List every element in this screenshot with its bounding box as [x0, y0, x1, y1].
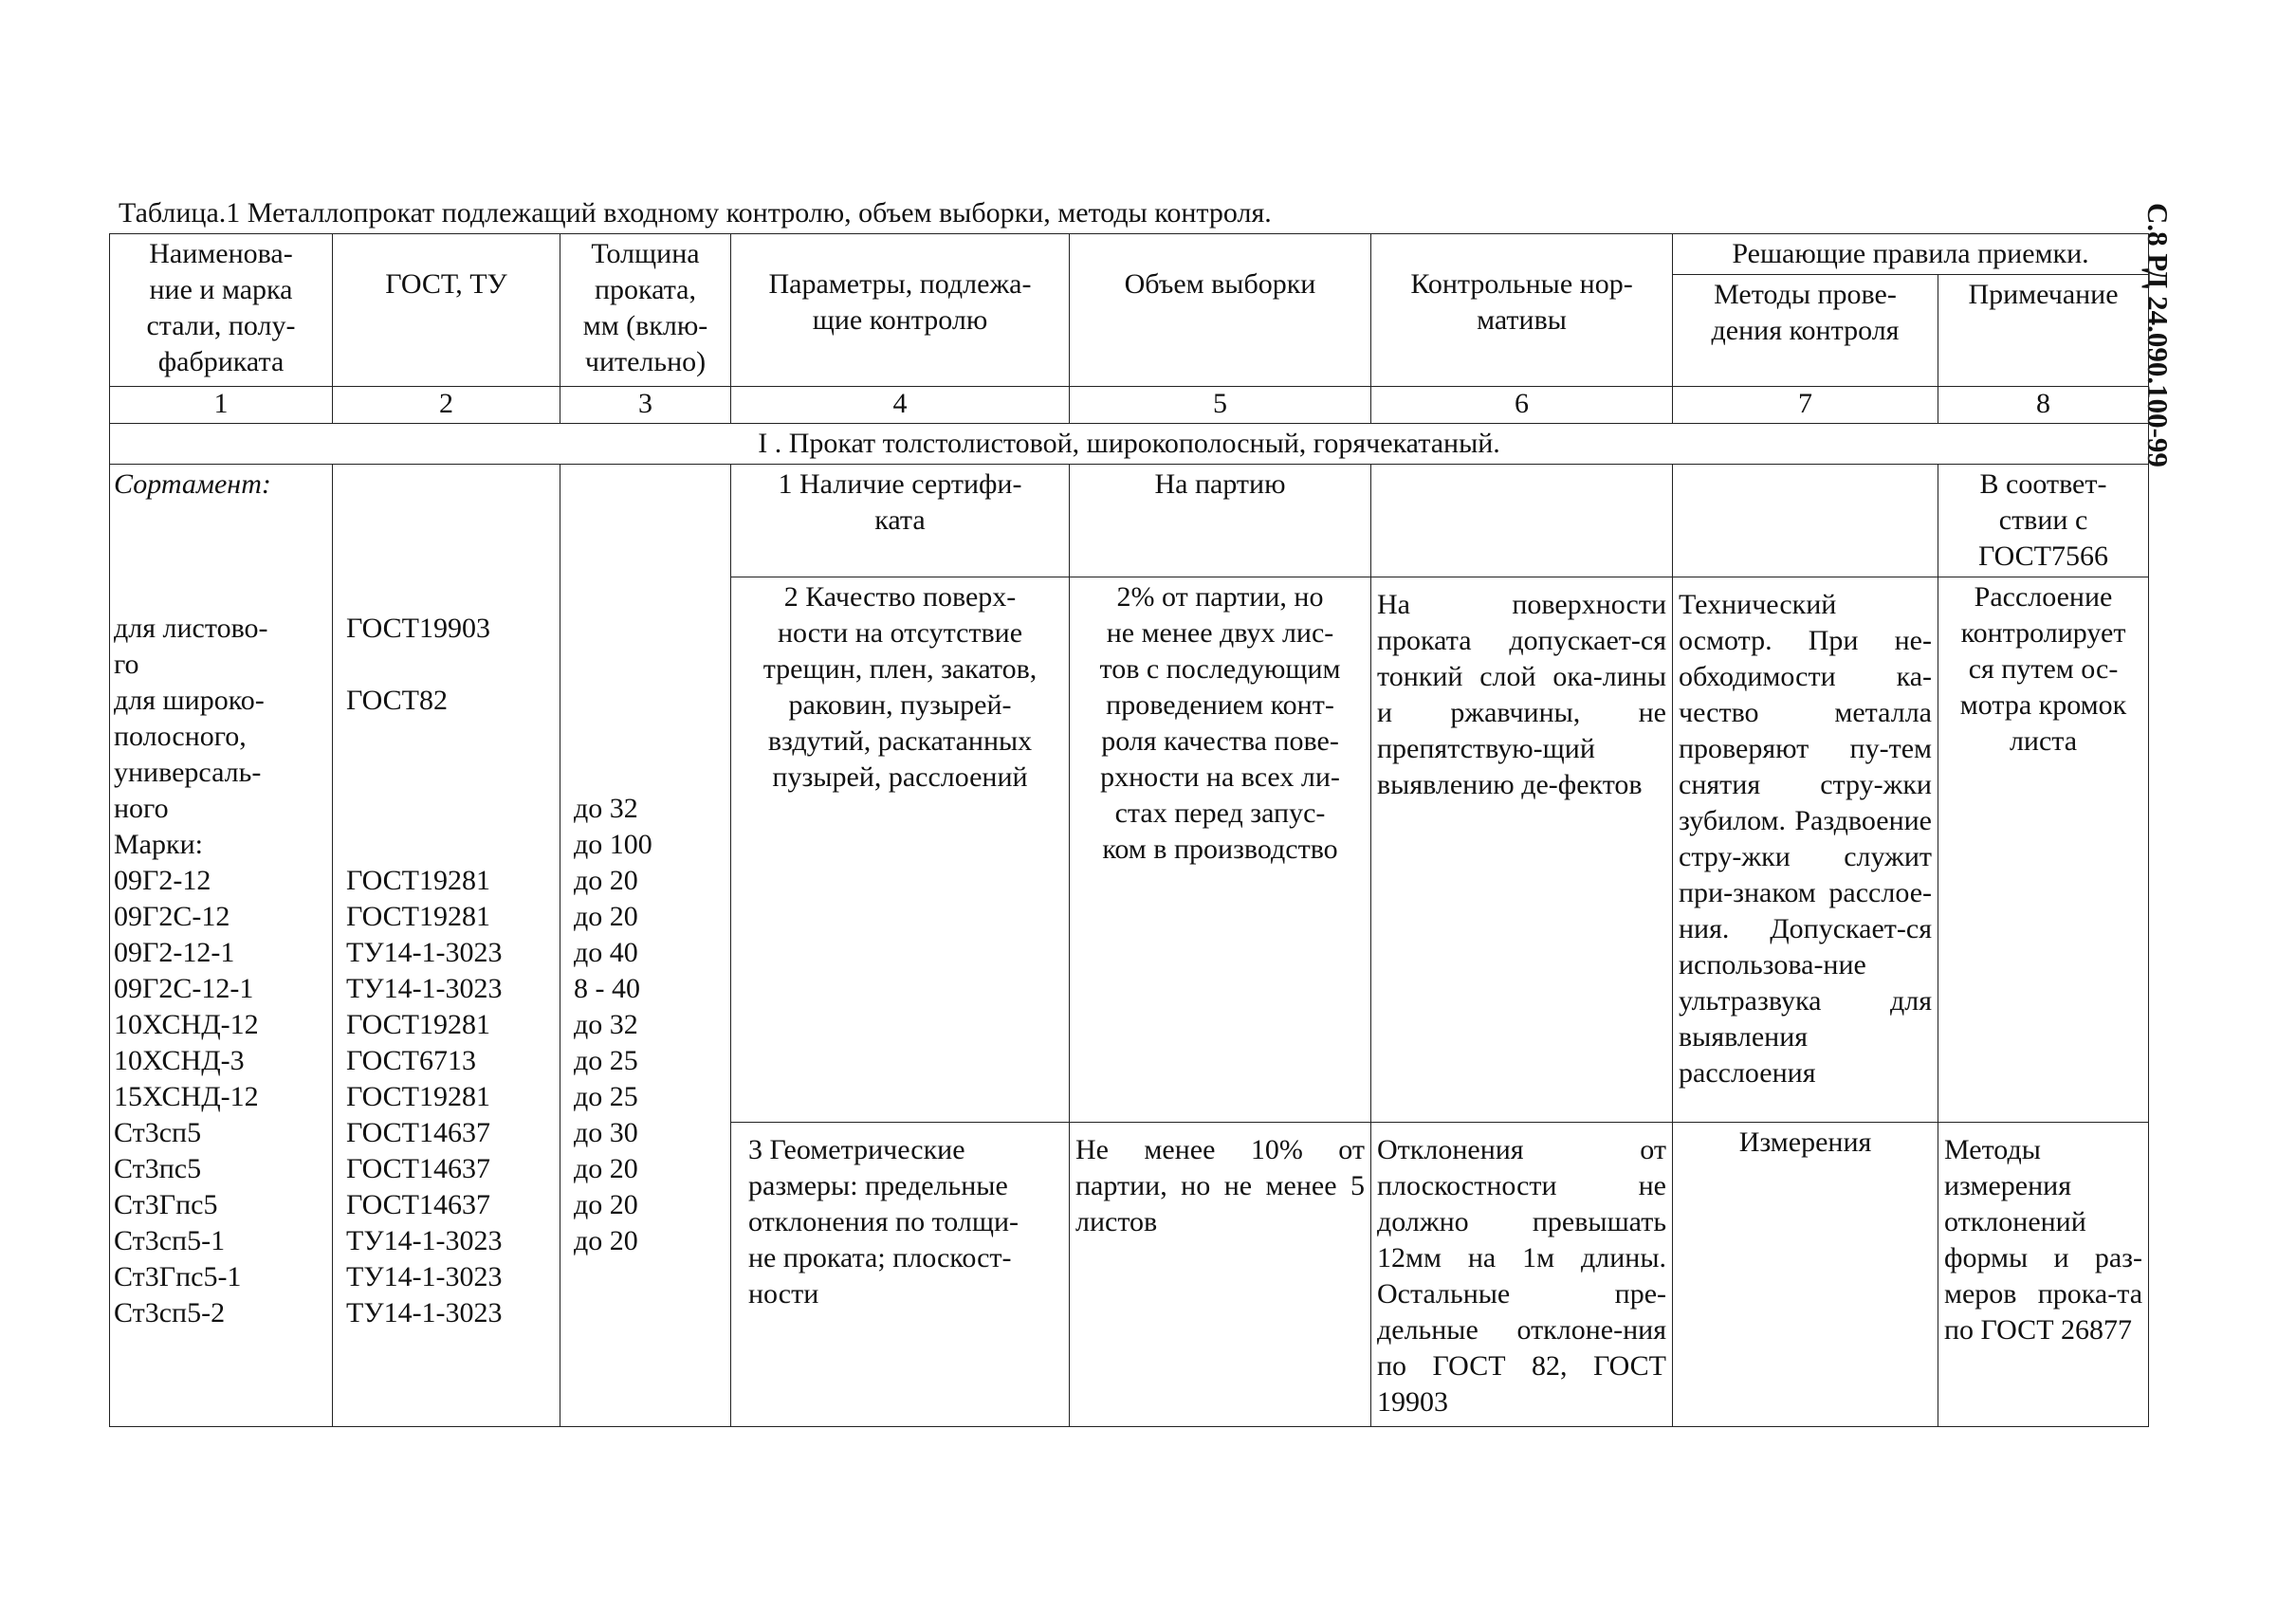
- header-volume: Объем выборки: [1070, 234, 1371, 387]
- row3-volume: Не менее 10% от партии, но не менее 5 листов: [1070, 1123, 1371, 1427]
- grade-thickness: до 20: [574, 865, 638, 896]
- grade-name: 09Г2С-12: [114, 901, 230, 932]
- thickness-cell: [560, 465, 731, 1427]
- col-number: 3: [560, 387, 731, 424]
- section-title: I . Прокат толстолистовой, широкополосный, горячекатаный.: [110, 424, 2149, 465]
- row1-volume: На партию: [1070, 465, 1371, 577]
- grade-gost: ГОСТ19281: [346, 1081, 490, 1112]
- grade-thickness: до 20: [574, 1189, 638, 1220]
- grade-thickness: до 32: [574, 1009, 638, 1040]
- grade-gost: ГОСТ6713: [346, 1045, 476, 1076]
- row1-param: 1 Наличие сертифи- ката: [731, 465, 1070, 577]
- grade-name: Ст3сп5: [114, 1117, 202, 1148]
- grade-gost: ТУ14-1-3023: [346, 1297, 503, 1328]
- gost-wide: ГОСТ82: [346, 685, 448, 716]
- grade-gost: ТУ14-1-3023: [346, 1261, 503, 1292]
- col-number: 2: [333, 387, 560, 424]
- row3-note: Методы измерения отклонений формы и раз-меров прока-та по ГОСТ 26877: [1938, 1123, 2149, 1427]
- grade-names-cell: [110, 465, 333, 1427]
- grade-gost: ГОСТ19281: [346, 1009, 490, 1040]
- grade-thickness: до 20: [574, 1225, 638, 1256]
- header-name-grade: Наименова- ние и марка стали, полу- фабриката: [110, 234, 333, 387]
- col-number: 4: [731, 387, 1070, 424]
- grade-gost: ТУ14-1-3023: [346, 937, 503, 968]
- side-label-text: С.8 РД 24.090.100-99: [2141, 203, 2175, 467]
- assortment-label: Сортамент:: [114, 468, 271, 500]
- header-gost: ГОСТ, ТУ: [333, 234, 560, 387]
- inspection-table: [109, 233, 2149, 1427]
- grade-thickness: до 30: [574, 1117, 638, 1148]
- col-number: 8: [1938, 387, 2149, 424]
- gost-sheet: ГОСТ19903: [346, 613, 490, 644]
- grade-thickness: до 100: [574, 829, 652, 860]
- grade-thickness: 8 - 40: [574, 973, 640, 1004]
- row2-note: Расслоение контролирует ся путем ос- мотра кромок листа: [1938, 577, 2149, 1123]
- row2-volume: 2% от партии, но не менее двух лис- тов с последующим проведением конт- роля качества пове- рхности на всех ли- стах перед запус- ком в производство: [1070, 577, 1371, 1123]
- grade-name: 15ХСНД-12: [114, 1081, 259, 1112]
- header-thickness: Толщина проката, мм (вклю- чительно): [560, 234, 731, 387]
- grade-name: 10ХСНД-3: [114, 1045, 245, 1076]
- assortment-sheet: для листово- го: [114, 613, 268, 680]
- row1-note: В соответ- ствии с ГОСТ7566: [1938, 465, 2149, 577]
- grade-thickness: до 25: [574, 1081, 638, 1112]
- header-methods: Методы прове- дения контроля: [1673, 275, 1938, 387]
- grade-name: 09Г2С-12-1: [114, 973, 254, 1004]
- grade-thickness: до 40: [574, 937, 638, 968]
- col-number: 6: [1371, 387, 1673, 424]
- row2-param: 2 Качество поверх- ности на отсутствие трещин, плен, закатов, раковин, пузырей- вздутий, раскатанных пузырей, расслоений: [731, 577, 1070, 1123]
- grade-name: Ст3пс5: [114, 1153, 202, 1184]
- grade-thickness: до 20: [574, 1153, 638, 1184]
- header-params: Параметры, подлежа- щие контролю: [731, 234, 1070, 387]
- grade-name: Ст3сп5-2: [114, 1297, 226, 1328]
- grade-gost: ГОСТ14637: [346, 1153, 490, 1184]
- grade-name: Ст3сп5-1: [114, 1225, 226, 1256]
- col-number: 5: [1070, 387, 1371, 424]
- grade-gost: ТУ14-1-3023: [346, 973, 503, 1004]
- grade-name: Ст3Гпс5-1: [114, 1261, 242, 1292]
- header-acceptance-rules: Решающие правила приемки.: [1673, 234, 2149, 275]
- grade-name: 09Г2-12: [114, 865, 211, 896]
- grade-name: Ст3Гпс5: [114, 1189, 218, 1220]
- row3-method: Измерения: [1673, 1123, 1938, 1427]
- grade-gost: ГОСТ14637: [346, 1117, 490, 1148]
- marks-label: Марки:: [114, 829, 203, 860]
- assortment-wide: для широко- полосного, универсаль- ного: [114, 685, 265, 824]
- grade-gost: ТУ14-1-3023: [346, 1225, 503, 1256]
- grade-name: 09Г2-12-1: [114, 937, 235, 968]
- row3-norm: Отклонения от плоскостности не должно превышать 12мм на 1м длины. Остальные пре-дельные отклоне-ния по ГОСТ 82, ГОСТ 19903: [1371, 1123, 1673, 1427]
- grade-thickness: до 32: [574, 793, 638, 824]
- row1-norm: [1371, 465, 1673, 577]
- grade-name: 10ХСНД-12: [114, 1009, 259, 1040]
- grade-gost: ГОСТ19281: [346, 865, 490, 896]
- grade-thickness: до 25: [574, 1045, 638, 1076]
- row3-param: 3 Геометрические размеры: предельные отклонения по толщи- не проката; плоскост- ности: [731, 1123, 1070, 1427]
- row1-method: [1673, 465, 1938, 577]
- header-norms: Контрольные нор- мативы: [1371, 234, 1673, 387]
- row2-norm: На поверхности проката допускает-ся тонкий слой ока-лины и ржавчины, не препятствую-щий выявлению де-фектов: [1371, 577, 1673, 1123]
- grade-gost: ГОСТ19281: [346, 901, 490, 932]
- grade-gost: ГОСТ14637: [346, 1189, 490, 1220]
- table-caption: Таблица.1 Металлопрокат подлежащий входному контролю, объем выборки, методы контроля.: [119, 197, 1272, 229]
- col-number: 7: [1673, 387, 1938, 424]
- grade-thickness: до 20: [574, 901, 638, 932]
- gost-cell: [333, 465, 560, 1427]
- col-number: 1: [110, 387, 333, 424]
- row2-method: Технический осмотр. При не-обходимости ка-чество металла проверяют пу-тем снятия стру-жки зубилом. Раздвоение стру-жки служит при-знаком расслое-ния. Допускает-ся использова-ние ультразвука для выявления расслоения: [1673, 577, 1938, 1123]
- header-note: Примечание: [1938, 275, 2149, 387]
